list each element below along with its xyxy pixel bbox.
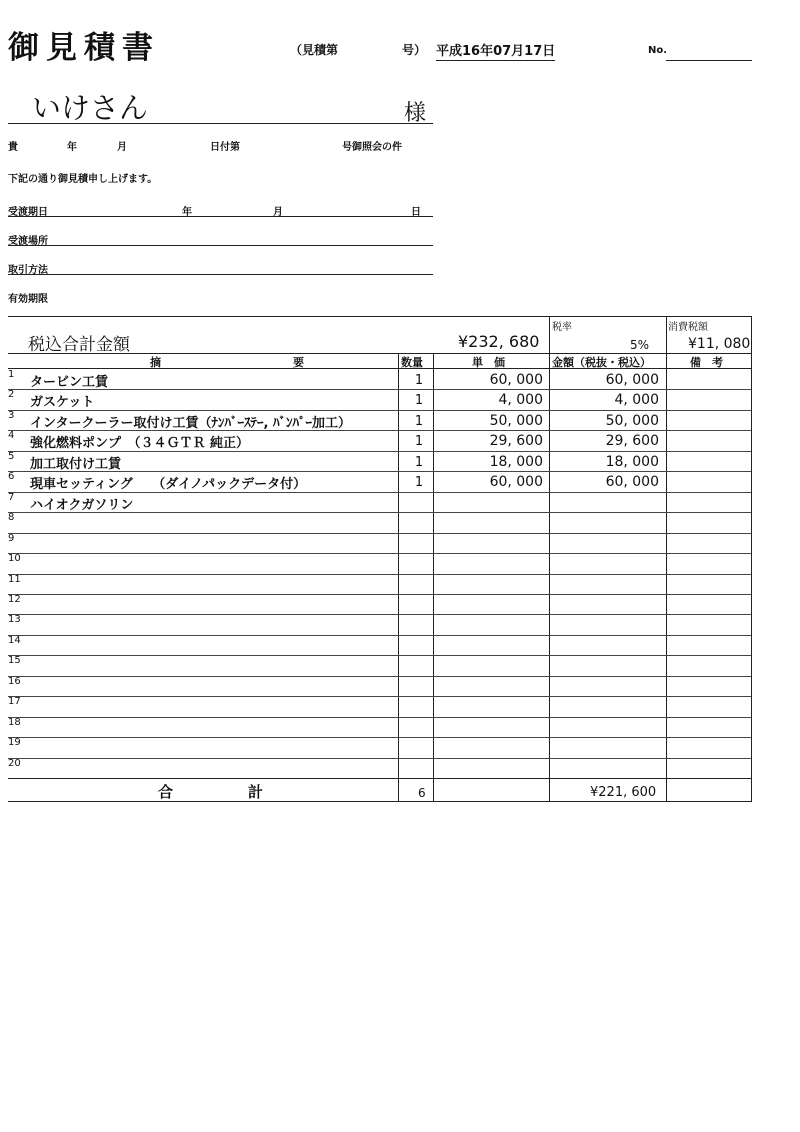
header-amount: 金額（税抜・税込）: [552, 356, 651, 369]
row-number: 13: [8, 614, 21, 625]
ref-month: 月: [117, 142, 127, 153]
row-unit-price: 60, 000: [489, 372, 543, 388]
ref-ki: 貴: [8, 142, 18, 153]
summary-top-line: [8, 316, 751, 317]
row-line: [8, 717, 751, 718]
row-number: 15: [8, 655, 21, 666]
row-description: 強化燃料ポンプ （３４ＧＴＲ 純正）: [30, 436, 250, 451]
validity-label: 有効期限: [8, 294, 48, 305]
row-number: 1: [8, 369, 15, 380]
recipient-name: いけさん: [32, 91, 149, 125]
row-line: [8, 614, 751, 615]
row-number: 14: [8, 635, 21, 646]
header-qty: 数量: [401, 356, 423, 369]
footer-top-line: [8, 778, 751, 779]
row-number: 17: [8, 696, 21, 707]
row-unit-price: 50, 000: [489, 413, 543, 429]
row-unit-price: 18, 000: [489, 454, 543, 470]
row-amount: 50, 000: [605, 413, 659, 429]
header-summary: 摘 要: [150, 356, 304, 369]
payment-label: 取引方法: [8, 265, 48, 276]
row-amount: 60, 000: [605, 474, 659, 490]
delivery-date-month: 月: [273, 207, 283, 218]
row-number: 3: [8, 410, 15, 421]
row-line: [8, 594, 751, 595]
row-line: [8, 410, 751, 411]
payment-line: [8, 274, 433, 275]
ref-year: 年: [67, 142, 77, 153]
row-line: [8, 635, 751, 636]
header-unit-price: 単 価: [472, 356, 505, 369]
row-amount: 18, 000: [605, 454, 659, 470]
row-unit-price: 4, 000: [498, 392, 543, 408]
row-description: ガスケット: [30, 395, 95, 410]
intro-text: 下記の通り御見積申し上げます。: [8, 174, 158, 185]
delivery-place-line: [8, 245, 433, 246]
delivery-place-label: 受渡場所: [8, 236, 48, 247]
delivery-date-day: 日: [411, 207, 421, 218]
row-number: 8: [8, 512, 15, 523]
row-description: 現車セッティング （ダイノパックデータ付）: [30, 477, 307, 492]
row-qty: 1: [414, 414, 424, 429]
row-number: 4: [8, 430, 15, 441]
row-amount: 4, 000: [614, 392, 659, 408]
col-divider-right: [751, 316, 752, 802]
footer-total-label: 合 計: [158, 783, 264, 801]
footer-total-amount: ¥221, 600: [590, 785, 657, 800]
row-number: 5: [8, 451, 15, 462]
row-line: [8, 389, 751, 390]
row-line: [8, 696, 751, 697]
tax-rate-label: 税率: [552, 322, 572, 333]
row-unit-price: 29, 600: [489, 433, 543, 449]
row-line: [8, 676, 751, 677]
row-number: 10: [8, 553, 21, 564]
recipient-honorific: 様: [404, 101, 427, 126]
estimate-number-label: （見積第: [290, 43, 339, 57]
row-line: [8, 492, 751, 493]
row-number: 12: [8, 594, 21, 605]
row-description: タービン工賃: [30, 375, 109, 390]
document-date: 平成16年07月17日: [436, 40, 555, 61]
tax-rate-value: 5%: [630, 338, 650, 352]
estimate-number-suffix: 号）: [402, 43, 427, 57]
row-number: 7: [8, 492, 15, 503]
total-label: 税込合計金額: [28, 335, 130, 355]
row-line: [8, 737, 751, 738]
row-amount: 60, 000: [605, 372, 659, 388]
row-line: [8, 533, 751, 534]
document-title: 御見積書: [8, 30, 160, 66]
row-description: インタークーラー取付け工賃（ﾅﾝﾊﾞｰｽﾃｰ, ﾊﾞﾝﾊﾟｰ加工）: [30, 416, 351, 431]
delivery-date-label: 受渡期日: [8, 207, 48, 218]
row-amount: 29, 600: [605, 433, 659, 449]
row-qty: 1: [414, 475, 424, 490]
footer-total-qty: 6: [418, 786, 426, 800]
row-number: 20: [8, 758, 21, 769]
header-remarks: 備 考: [690, 356, 723, 369]
row-description: 加工取付け工賃: [30, 457, 122, 472]
row-number: 11: [8, 574, 21, 585]
row-line: [8, 574, 751, 575]
row-number: 19: [8, 737, 21, 748]
no-field-line: [666, 60, 752, 61]
row-line: [8, 553, 751, 554]
row-number: 18: [8, 717, 21, 728]
row-number: 2: [8, 389, 15, 400]
delivery-date-line: [8, 216, 433, 217]
row-line: [8, 451, 751, 452]
row-qty: 1: [414, 393, 424, 408]
no-label: No.: [648, 45, 668, 56]
recipient-underline: [8, 123, 433, 124]
footer-bottom-line: [8, 801, 751, 802]
consumption-tax-value: ¥11, 080: [688, 336, 751, 352]
row-qty: 1: [414, 434, 424, 449]
row-number: 9: [8, 533, 15, 544]
delivery-date-year: 年: [182, 207, 192, 218]
ref-inquiry: 号御照会の件: [342, 142, 402, 153]
row-number: 6: [8, 471, 15, 482]
row-qty: 1: [414, 455, 424, 470]
row-number: 16: [8, 676, 21, 687]
col-divider-qty: [398, 353, 399, 802]
ref-date-number: 日付第: [210, 142, 240, 153]
row-description: ハイオクガソリン: [30, 498, 134, 513]
total-value: ¥232, 680: [458, 332, 540, 351]
consumption-tax-label: 消費税額: [668, 322, 708, 333]
row-qty: 1: [414, 373, 424, 388]
row-line: [8, 758, 751, 759]
row-line: [8, 655, 751, 656]
row-unit-price: 60, 000: [489, 474, 543, 490]
